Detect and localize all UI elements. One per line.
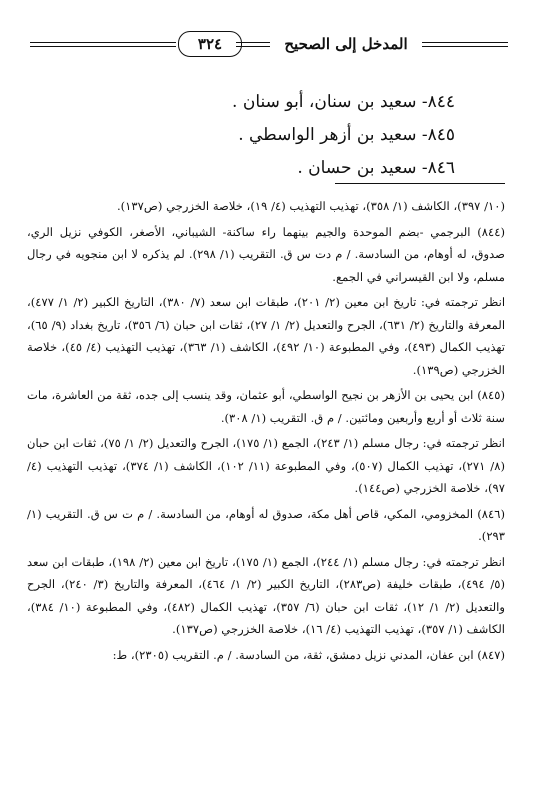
footnote-845: (٨٤٥) ابن يحيى بن الأزهر بن نجيح الواسطي، أبو عثمان، وقد ينسب إلى جده، ثقة من العاشرة، مات سنة ثلاث أو أربع وأربعين ومائتين. / م ق. التقريب (١/ ٣٠٨). (27, 388, 505, 425)
footnote-844-sources: انظر ترجمته في: تاريخ ابن معين (٢/ ٢٠١)، طبقات ابن سعد (٧/ ٣٨٠)، التاريخ الكبير (٢/ ١/ ٤٧٧)، المعرفة والتاريخ (٢/ ٦٣١)، الجرح والتعديل (٢/ ١/ ٢٧)، ثقات ابن حبان (٦/ ٣٥٦)، تاريخ بغداد (٩/ ٦٥)، تهذيب الكمال (٤٩٣)، وفي المطبوعة (١٠/ ٤٩٢)، الكاشف (١/ ٣٦٣)، تهذيب التهذيب (٤/ ٤٥)، خلاصة الخزرجي (ص١٣٩). (27, 295, 506, 377)
entry-846: ٨٤٦- سعيد بن حسان . (297, 158, 455, 178)
main-entries (75, 86, 455, 185)
footnote-847: (٨٤٧) ابن عفان، المدني نزيل دمشق، ثقة، من السادسة. / م. التقريب (٢٣٠٥)، ط: (112, 647, 505, 662)
footnote-846-sources: انظر ترجمته في: رجال مسلم (١/ ٢٤٤)، الجمع (١/ ١٧٥)، تاريخ ابن معين (٢/ ١٩٨)، طبقات ابن سعد (٥/ ٤٩٤)، طبقات خليفة (ص٢٨٣)، التاريخ الكبير (٢/ ١/ ٤٦٤)، المعرفة والتاريخ (٣/ ٢٤٠)، الجرح والتعديل (٢/ ١/ ١٢)، ثقات ابن حبان (٦/ ٣٥٧)، تهذيب الكمال (٤٨٢)، وفي المطبوعة (١٠/ ٣٨٤)، الكاشف (١/ ٣٥٧)، تهذيب التهذيب (٤/ ١٦)، خلاصة الخزرجي (ص١٣٧). (27, 554, 506, 636)
footnotes (27, 195, 505, 669)
header-rule-left (30, 42, 176, 47)
footnote-divider (335, 183, 505, 184)
header-rule-right (422, 42, 508, 47)
entry-844: ٨٤٤- سعيد بن سنان، أبو سنان . (232, 92, 455, 112)
running-title: المدخل إلى الصحيح (284, 35, 408, 53)
footnote-846: (٨٤٦) المخزومي، المكي، قاص أهل مكة، صدوق له أوهام، من السادسة. / م ت س ق. التقريب (١/ ٢٩٣). (27, 506, 505, 543)
entry-845: ٨٤٥- سعيد بن أزهر الواسطي . (238, 125, 455, 145)
page-header (30, 30, 508, 64)
page-number: ٣٢٤ (178, 31, 242, 57)
footnote-845-sources: انظر ترجمته في: رجال مسلم (١/ ٢٤٣)، الجمع (١/ ١٧٥)، الجرح والتعديل (٢/ ١/ ٧٥)، ثقات ابن حبان (٨/ ٢٧١)، تهذيب الكمال (٥٠٧)، وفي المطبوعة (١١/ ١٠٢)، الكاشف (١/ ٣٧٤)، تهذيب التهذيب (٤/ ٩٧)، خلاصة الخزرجي (ص١٤٤). (27, 436, 506, 495)
footnote-continuation: (١٠/ ٣٩٧)، الكاشف (١/ ٣٥٨)، تهذيب التهذيب (٤/ ١٩)، خلاصة الخزرجي (ص١٣٧). (116, 199, 505, 213)
footnote-844: (٨٤٤) البرجمي -بضم الموحدة والجيم بينهما راء ساكنة- الشيباني، الأصغر، الكوفي نزيل الري، صدوق، له أوهام، من السادسة. / م دت س ق. التقريب (١/ ٢٩٨). لم يذكره لا ابن منجويه في رجال مسلم، ولا ابن القيسراني في الجمع. (27, 224, 505, 284)
